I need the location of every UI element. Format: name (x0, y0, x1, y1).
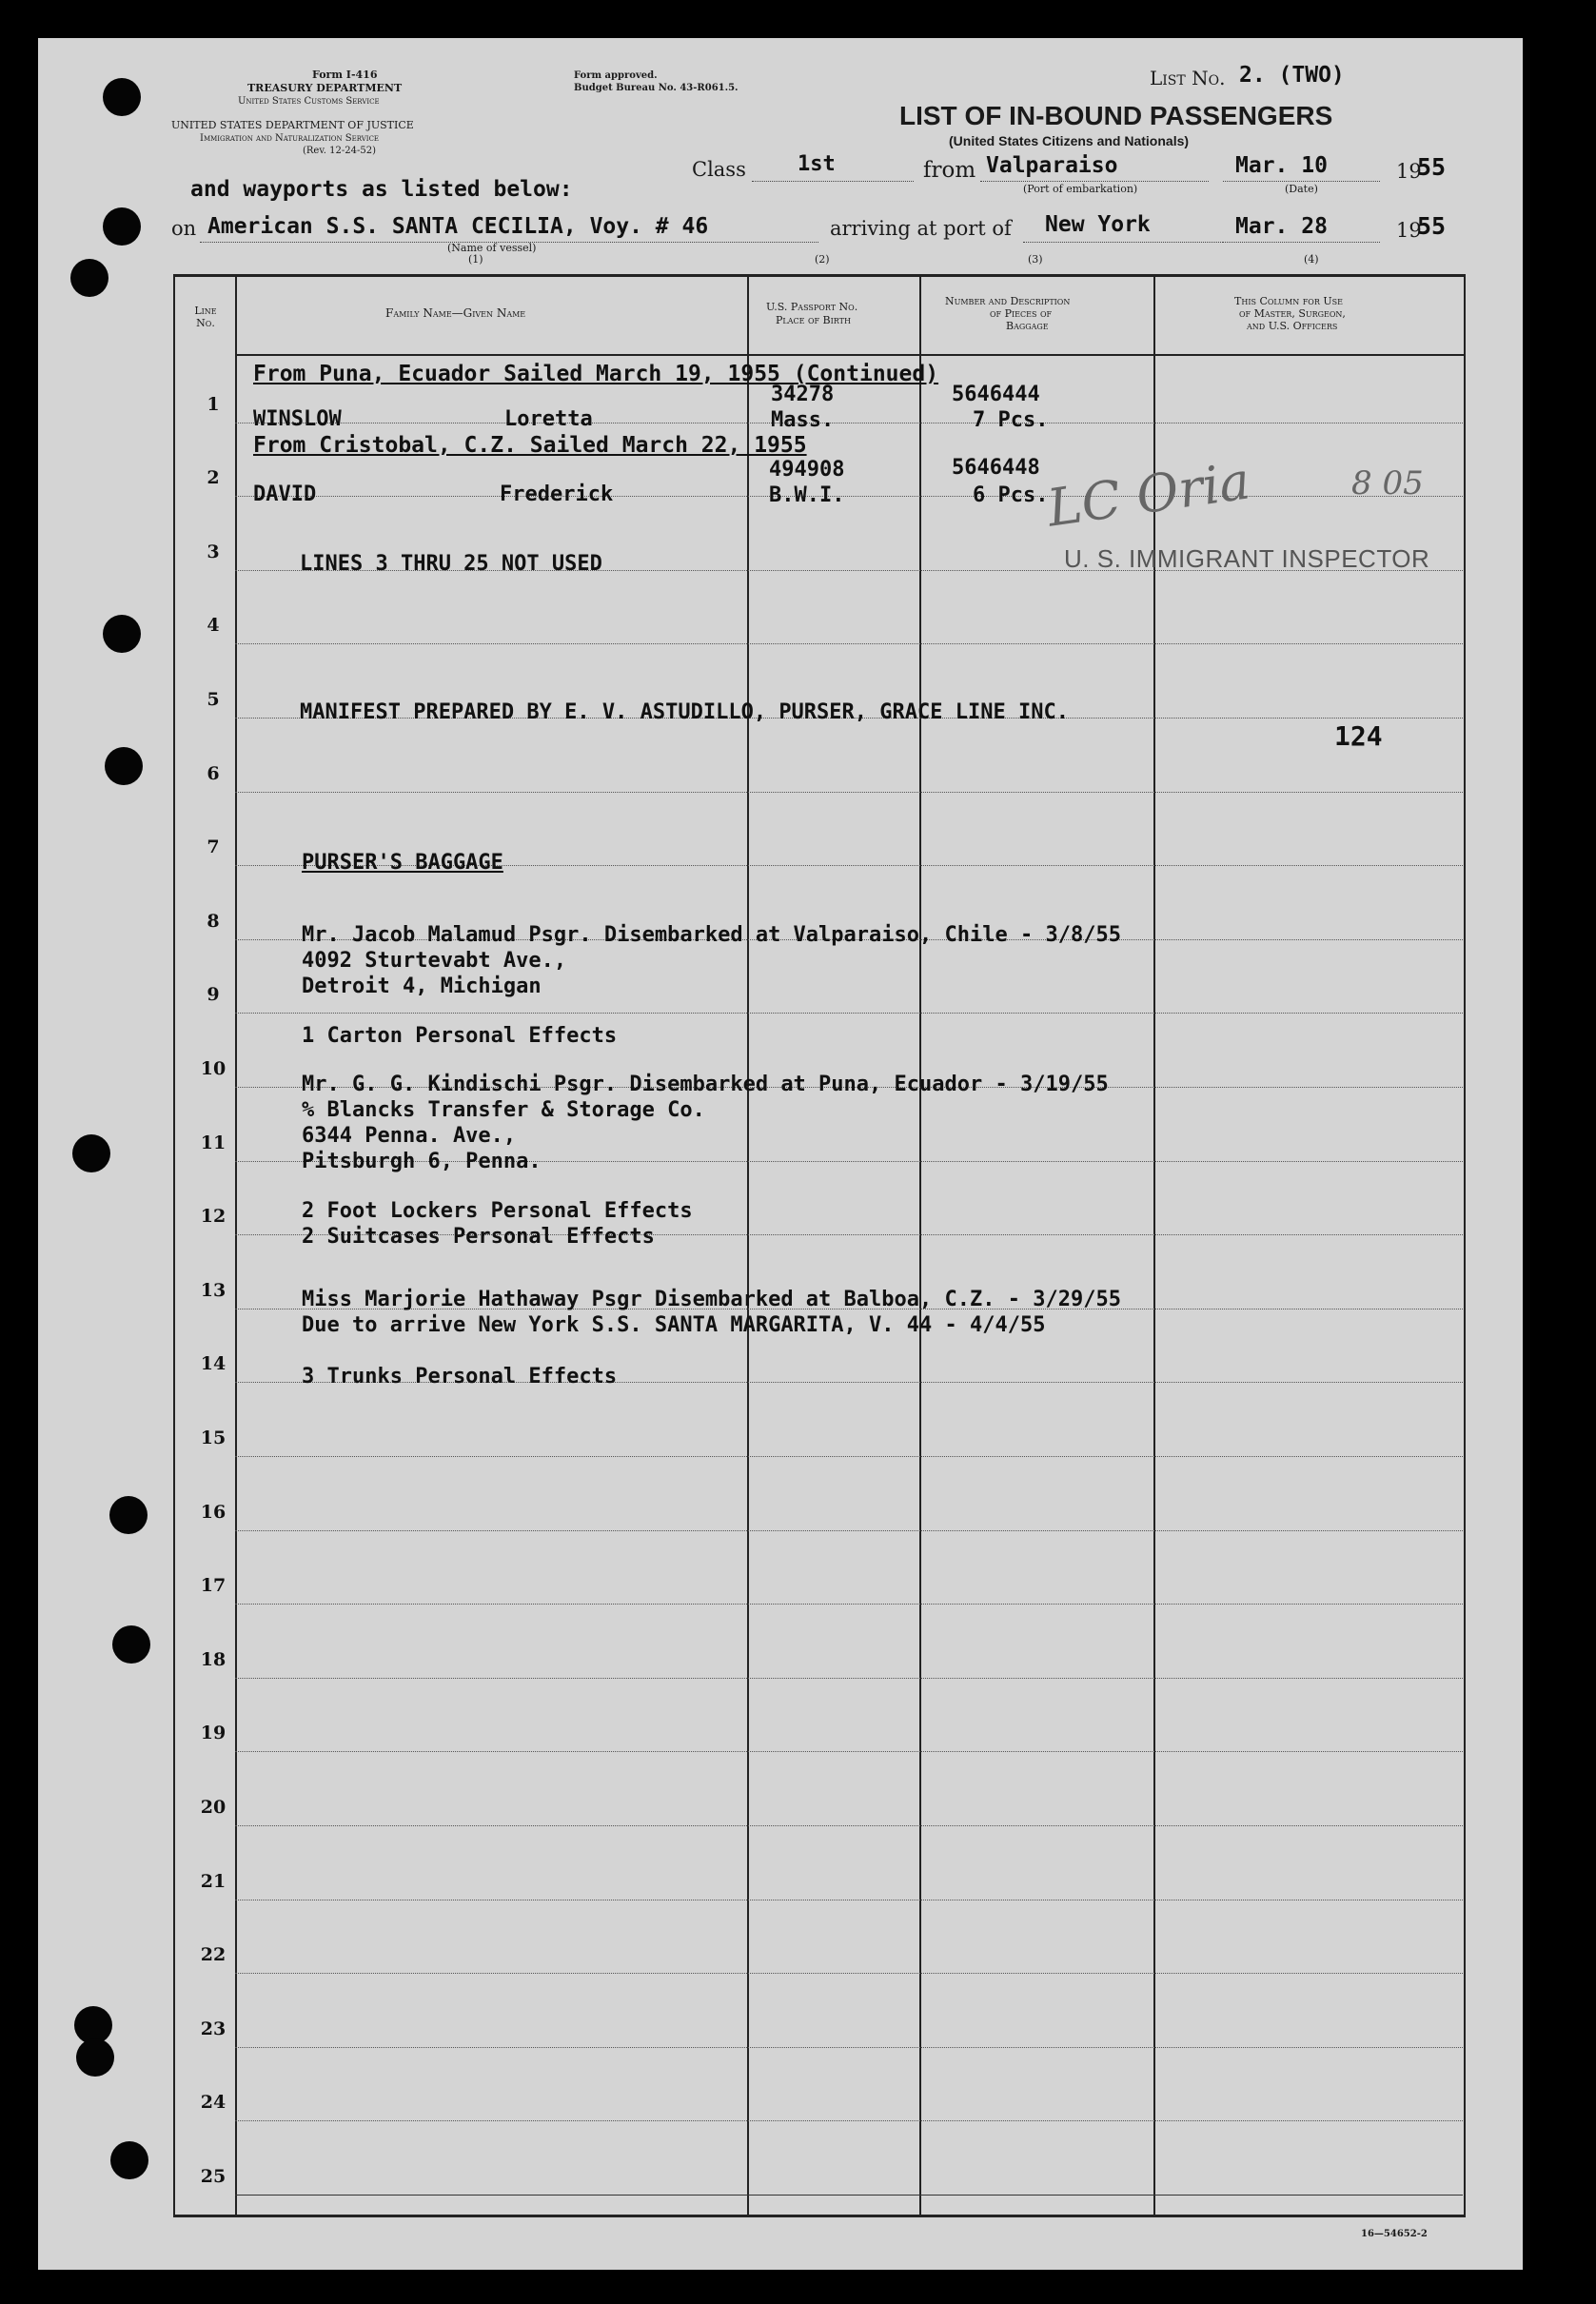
line-number: 14 (200, 1353, 227, 1374)
class-value: 1st (798, 152, 836, 176)
vessel-caption: (Name of vessel) (447, 242, 537, 254)
hathaway-line-3: 3 Trunks Personal Effects (302, 1365, 618, 1388)
line-number: 17 (200, 1575, 227, 1596)
form-subtitle: (United States Citizens and Nationals) (949, 133, 1190, 148)
from-value: Valparaiso (986, 153, 1118, 178)
hathaway-line-1: Miss Marjorie Hathaway Psgr Disembarked at Balboa, C.Z. - 3/29/55 (302, 1288, 1121, 1311)
binder-hole (110, 2141, 148, 2179)
malamud-line-3: Detroit 4, Michigan (302, 975, 542, 998)
customs-service: United States Customs Service (238, 96, 380, 107)
kindischi-line-5: 2 Foot Lockers Personal Effects (302, 1199, 693, 1223)
header-passport: U.S. Passport No. (766, 301, 858, 313)
line-number: 9 (207, 984, 220, 1005)
arrival-year: 55 (1417, 212, 1447, 240)
winslow-bag-desc: 7 Pcs. (973, 408, 1049, 432)
david-bag-desc: 6 Pcs. (973, 483, 1049, 507)
header-officers-2: of Master, Surgeon, (1239, 307, 1346, 320)
malamud-line-2: 4092 Sturtevabt Ave., (302, 949, 567, 973)
list-no-value: 2. (TWO) (1239, 63, 1345, 88)
line-number: 10 (200, 1058, 227, 1079)
malamud-line-1: Mr. Jacob Malamud Psgr. Disembarked at Valparaiso, Chile - 3/8/55 (302, 923, 1121, 947)
david-bag-no: 5646448 (952, 456, 1040, 480)
winslow-birth: Mass. (771, 408, 835, 432)
header-line-no: Line No. (194, 305, 217, 329)
binder-hole (70, 259, 108, 297)
malamud-line-4: 1 Carton Personal Effects (302, 1024, 618, 1048)
col-num-1: (1) (468, 253, 483, 266)
row-rule (235, 643, 1463, 644)
inspector-stamp: U. S. IMMIGRANT INSPECTOR (1064, 544, 1430, 573)
winslow-passport: 34278 (771, 383, 835, 406)
line-number: 8 (207, 911, 220, 932)
hathaway-line-2: Due to arrive New York S.S. SANTA MARGARITA, V. 44 - 4/4/55 (302, 1313, 1046, 1337)
kindischi-line-6: 2 Suitcases Personal Effects (302, 1225, 655, 1249)
binder-hole (72, 1134, 110, 1172)
line-number: 25 (200, 2166, 227, 2187)
arrival-year-prefix: 19 (1396, 219, 1422, 242)
row-rule (235, 1973, 1463, 1974)
form-number: Form I-416 (312, 69, 378, 81)
class-label: Class (692, 158, 746, 181)
line-number: 1 (207, 394, 220, 415)
entry-from-puna: From Puna, Ecuador Sailed March 19, 1955 (Continued) (253, 362, 939, 386)
winslow-given: Loretta (504, 407, 593, 431)
justice-dept: UNITED STATES DEPARTMENT OF JUSTICE (171, 119, 414, 131)
row-rule (235, 1678, 1463, 1679)
arrival-port: New York (1045, 212, 1151, 237)
header-officers-1: This Column for Use (1234, 295, 1343, 307)
row-rule (235, 2047, 1463, 2048)
row-rule (235, 1751, 1463, 1752)
winslow-bag-no: 5646444 (952, 383, 1040, 406)
header-birth: Place of Birth (776, 314, 851, 326)
row-rule (235, 1530, 1463, 1531)
line-number: 4 (207, 615, 220, 636)
line-number: 22 (200, 1944, 227, 1965)
row-rule (235, 496, 1463, 497)
col-num-2: (2) (815, 253, 830, 266)
col-num-3: (3) (1028, 253, 1043, 266)
date-caption: (Date) (1285, 183, 1318, 195)
depart-year-prefix: 19 (1396, 160, 1422, 183)
port-embark-caption: (Port of embarkation) (1023, 183, 1138, 195)
row-rule (235, 1825, 1463, 1826)
inspector-signature: LC Oria (1043, 450, 1254, 539)
from-label: from (923, 158, 976, 183)
wayports-text: and wayports as listed below: (190, 177, 573, 202)
header-baggage-3: Baggage (1006, 320, 1049, 332)
col-num-4: (4) (1304, 253, 1319, 266)
line-number: 11 (200, 1132, 227, 1153)
row-rule (235, 792, 1463, 793)
binder-hole (76, 2038, 114, 2077)
count-124: 124 (1334, 720, 1383, 752)
line-number: 2 (207, 467, 220, 488)
treasury-dept: TREASURY DEPARTMENT (247, 82, 403, 94)
binder-hole (112, 1625, 150, 1664)
entry-from-cristobal: From Cristobal, C.Z. Sailed March 22, 1955 (253, 433, 807, 458)
arriving-label: arriving at port of (830, 217, 1012, 240)
binder-hole (103, 615, 141, 653)
line-number: 6 (207, 763, 220, 784)
row-rule (235, 1604, 1463, 1605)
kindischi-line-2: % Blancks Transfer & Storage Co. (302, 1098, 705, 1122)
line-number: 12 (200, 1206, 227, 1227)
david-birth: B.W.I. (769, 483, 845, 507)
header-officers-3: and U.S. Officers (1247, 320, 1338, 332)
line-number: 18 (200, 1649, 227, 1670)
budget-bureau: Budget Bureau No. 43-R061.5. (574, 83, 739, 93)
rev-date: (Rev. 12-24-52) (303, 146, 377, 156)
row-rule (235, 2120, 1463, 2121)
david-given: Frederick (500, 482, 614, 506)
entry-not-used: LINES 3 THRU 25 NOT USED (300, 552, 602, 576)
inspector-time: 8 05 (1351, 464, 1424, 502)
ins-service: Immigration and Naturalization Service (200, 133, 380, 144)
david-passport: 494908 (769, 458, 845, 482)
arrival-date: Mar. 28 (1235, 214, 1328, 239)
line-number: 3 (207, 542, 220, 562)
line-number: 21 (200, 1871, 227, 1892)
depart-year: 55 (1417, 153, 1447, 181)
binder-hole (103, 78, 141, 116)
binder-hole (105, 747, 143, 785)
line-number: 24 (200, 2092, 227, 2113)
line-number: 15 (200, 1428, 227, 1448)
form-approved: Form approved. (574, 70, 658, 81)
entry-manifest: MANIFEST PREPARED BY E. V. ASTUDILLO, PURSER, GRACE LINE INC. (300, 700, 1069, 724)
winslow-family: WINSLOW (253, 407, 342, 431)
entry-pursers-baggage: PURSER'S BAGGAGE (302, 851, 503, 875)
binder-hole (109, 1496, 148, 1534)
on-label: on (171, 217, 197, 240)
line-number: 20 (200, 1797, 227, 1818)
depart-date: Mar. 10 (1235, 153, 1328, 178)
row-rule (235, 1456, 1463, 1457)
row-rule (235, 1013, 1463, 1014)
line-number: 16 (200, 1502, 227, 1523)
david-family: DAVID (253, 482, 317, 506)
line-number: 13 (200, 1280, 227, 1301)
line-number: 23 (200, 2018, 227, 2039)
form-title: LIST OF IN-BOUND PASSENGERS (899, 101, 1333, 130)
line-number: 5 (207, 689, 220, 710)
kindischi-line-1: Mr. G. G. Kindischi Psgr. Disembarked at Puna, Ecuador - 3/19/55 (302, 1073, 1109, 1096)
footer-code: 16—54652-2 (1361, 2229, 1428, 2239)
header-baggage-1: Number and Description (945, 295, 1071, 307)
binder-hole (103, 207, 141, 246)
list-no-label: List No. (1150, 67, 1226, 89)
kindischi-line-4: Pitsburgh 6, Penna. (302, 1150, 542, 1173)
kindischi-line-3: 6344 Penna. Ave., (302, 1124, 517, 1148)
line-number: 19 (200, 1723, 227, 1743)
row-rule (235, 2195, 1463, 2196)
vessel-name: American S.S. SANTA CECILIA, Voy. # 46 (207, 214, 709, 239)
header-baggage-2: of Pieces of (990, 307, 1053, 320)
line-number: 7 (207, 837, 220, 857)
header-family-name: Family Name—Given Name (385, 306, 526, 320)
